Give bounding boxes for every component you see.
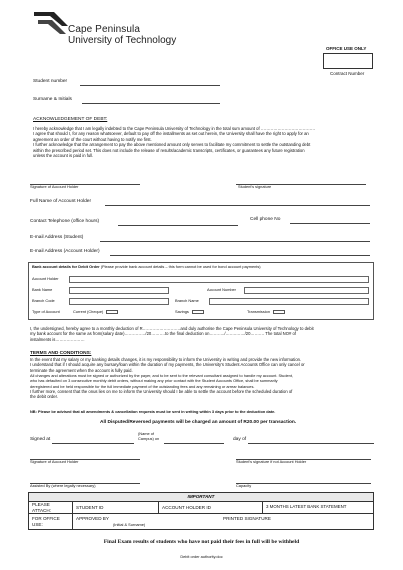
email-holder-label: E-mail Address (Account Holder) <box>30 249 100 254</box>
terms-line: I further more, consent that the onus lies on me to inform the University should I be able to settle the account before the scheduled duration of <box>30 388 293 394</box>
bank-statement-cell: 3 MONTHS LATEST BANK STATEMENT <box>263 502 374 514</box>
terms-line: I understand that if I should acquire any bursary/loan within the duration of my payments, the University's Student Accounts Office can only cancel or <box>30 362 305 368</box>
branch-code-label: Branch Code <box>32 298 55 303</box>
contact-tel-field[interactable] <box>118 225 238 226</box>
account-number-label: Account Number <box>207 287 236 292</box>
cell-label: Cell phone No <box>250 217 281 222</box>
terms-line: the debit order. <box>30 394 58 400</box>
account-holder-label: Account Holder <box>32 276 59 281</box>
account-holder-field[interactable] <box>69 276 369 283</box>
campus-date-field[interactable] <box>164 443 224 444</box>
cput-logo-mark <box>32 8 72 48</box>
campus-label-1: (Name of <box>138 431 154 436</box>
branch-name-field[interactable] <box>209 298 369 305</box>
type-current-checkbox[interactable] <box>106 310 118 314</box>
ack-line: I hereby acknowledge that I am legally indebted to the Cape Peninsula University of Technology in the total sum amount of ………………………………… <box>33 126 316 131</box>
surname-field[interactable] <box>82 103 220 104</box>
ack-line: I agree that should I, for any reason whatsoever, default to pay off the installments as set out herein, the University shall have the right to apply for an <box>33 131 309 137</box>
org-name-line2: University of Technology <box>68 35 177 46</box>
cell-field[interactable] <box>290 223 370 224</box>
bank-title: Bank account details for Debit Order <box>32 264 100 269</box>
day-of-field[interactable] <box>248 443 374 444</box>
holder-signature-label: Signature of Account Holder <box>30 184 79 189</box>
type-transmission-option[interactable] <box>247 310 285 315</box>
type-transmission-label: Transmission <box>247 309 270 315</box>
branch-code-field[interactable] <box>69 298 169 305</box>
acknowledgement-heading: ACKNOWLEDGEMENT OF DEBT: <box>33 117 108 122</box>
type-label: Type of Account <box>32 309 60 314</box>
type-current-option[interactable] <box>73 310 118 315</box>
important-table <box>28 492 374 530</box>
contact-tel-label: Contact Telephone (office hours) <box>30 219 100 224</box>
terms-text <box>30 357 375 400</box>
terms-line: terminate the agreement when the account is fully paid. <box>30 367 133 373</box>
type-savings-checkbox[interactable] <box>192 310 204 314</box>
terms-line: All changes and alterations must be signed or authorized by the payer, and to be sent to the relevant consultant assigned to handle my account. Student, <box>30 373 294 379</box>
auth-line: I, the undersigned, hereby agree to a monthly deduction of R………………………and duly authorise the Cape Peninsula University of Technology to debit <box>30 326 314 331</box>
email-student-field[interactable] <box>100 241 370 242</box>
initial-surname-label: (Initial & Surname) <box>113 522 146 528</box>
ack-line: I further acknowledge that the arrangement to pay the above mentioned amount only serves to facilitate my commitment to settle the outstanding debt <box>33 142 311 148</box>
authorization-text <box>30 326 375 342</box>
full-name-field[interactable] <box>105 205 370 206</box>
ack-line: agreement an order of the court without having to notify me first. <box>33 136 152 142</box>
signed-at-label: Signed at <box>30 437 51 442</box>
approved-by-cell[interactable] <box>73 514 374 530</box>
auth-line: my bank account for the same as from(salary date)……………/20……….to the final deduction on………../……..……/20………. The total NO# of <box>30 331 296 337</box>
ack-line: within the prescribed period set. This does not include the release of results/academic transcripts, certificates, or guarantees any future registration <box>33 147 305 153</box>
assisted-label: Assisted By (where legally necessary) <box>30 483 96 488</box>
bank-details-box <box>28 262 374 320</box>
bank-name-label: Bank Name <box>32 287 53 292</box>
terms-line: who has defaulted on 3 consecutive monthly debit orders, without making any prior contact with the Student Accounts Office, shall be summarily <box>30 378 278 384</box>
exam-results-notice: Final Exam results of students who have not paid their fees in full will be withheld <box>103 539 300 545</box>
account-number-field[interactable] <box>244 287 369 294</box>
disputed-notice: All Disputed/Reversed payments will be charged an amount of R20.00 per transaction. <box>100 420 297 425</box>
important-title: IMPORTANT <box>29 493 374 502</box>
auth-line: instalments is………………… <box>30 336 85 342</box>
holder-id-cell: ACCOUNT HOLDER ID <box>159 502 263 514</box>
nb-notice: NB: Please be advised that all amendments & cancellation requests must be sent in writing within 3 days prior to the deduction date. <box>30 409 276 414</box>
full-name-label: Full Name of Account Holder <box>30 199 92 204</box>
sig-student-label: Student's signature if not Account Holder <box>236 459 307 464</box>
bank-name-field[interactable] <box>69 287 169 294</box>
terms-line: In the event that my salary or my banking details changes, it is my responsibility to inform the University in writing and provide the new information. <box>30 357 302 362</box>
surname-label: Surname & Initials <box>33 97 72 102</box>
branch-name-label: Branch Name <box>175 298 199 303</box>
approved-by-label: APPROVED BY <box>76 516 109 522</box>
terms-heading: TERMS AND CONDITIONS: <box>30 351 92 356</box>
signed-at-field[interactable] <box>52 443 134 444</box>
acknowledgement-text <box>33 126 373 159</box>
student-number-label: Student number <box>33 79 68 84</box>
org-name-line1: Cape Peninsula <box>68 24 141 35</box>
student-number-field[interactable] <box>80 85 220 86</box>
sig-holder-label: Signature of Account Holder <box>30 459 79 464</box>
contract-number-box[interactable] <box>323 53 373 69</box>
footer-filename: Debit order authority.doc <box>180 554 223 559</box>
bank-details-title <box>32 265 372 270</box>
student-id-cell: STUDENT ID <box>73 502 159 514</box>
type-savings-label: Savings <box>175 309 189 315</box>
type-savings-option[interactable] <box>175 310 204 315</box>
contract-number-label: Contract Number <box>330 71 365 76</box>
email-holder-field[interactable] <box>110 255 370 256</box>
ack-line: unless the account is paid in full. <box>33 153 94 159</box>
office-use-cell: FOR OFFICE USE: <box>29 514 73 530</box>
printed-signature-label: PRINTED SIGNATURE <box>223 516 271 522</box>
email-student-label: E-mail Address (Student) <box>30 235 84 240</box>
campus-label-2: Campus) on <box>138 436 160 441</box>
day-of-label: day of <box>233 437 247 442</box>
bank-title-note: (Please provide bank account details – this form cannot be used for bond account payments) <box>100 264 261 269</box>
capacity-line[interactable] <box>236 483 371 484</box>
student-signature-label: Student's signature <box>238 184 272 189</box>
office-use-label: OFFICE USE ONLY <box>326 46 367 51</box>
type-transmission-checkbox[interactable] <box>273 310 285 314</box>
type-current-label: Current (Cheque) <box>73 309 104 315</box>
terms-line: deregistered and be held responsible for the full immediate payment of the outstanding fees and any remaining or arrear balances. <box>30 383 255 389</box>
capacity-label: Capacity <box>236 483 252 488</box>
please-attach-cell: PLEASE ATTACH: <box>29 502 73 514</box>
